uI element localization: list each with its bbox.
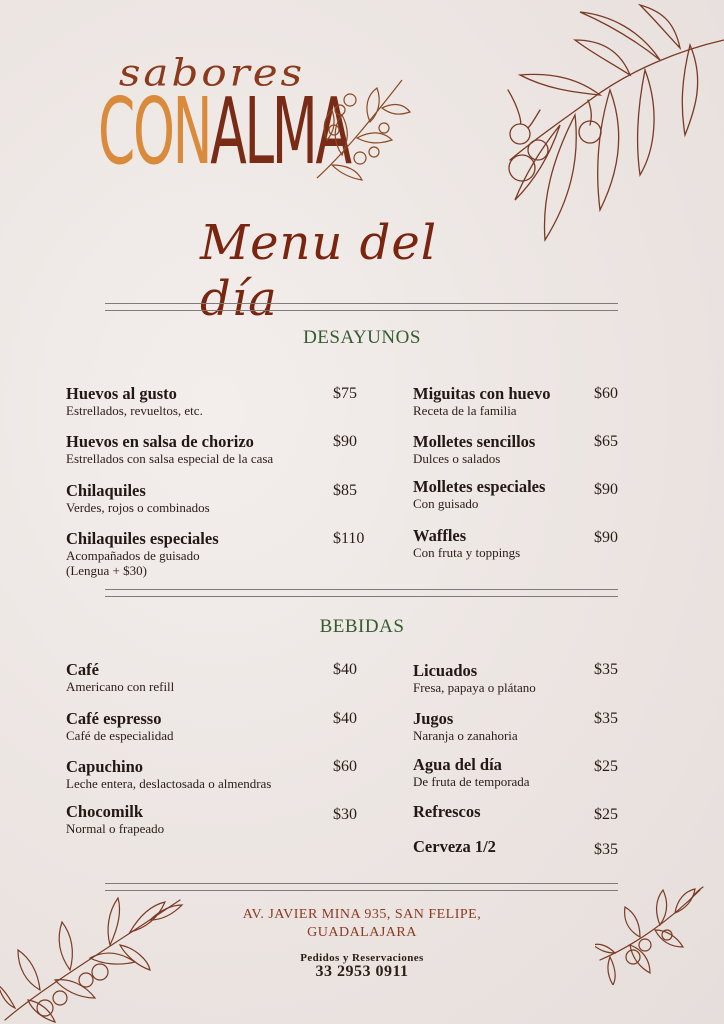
item-desc: Americano con refill — [66, 679, 175, 694]
menu-item — [413, 385, 593, 418]
item-name: Refrescos — [413, 802, 481, 821]
item-price: $90 — [594, 481, 618, 498]
item-name: Waffles — [413, 526, 467, 545]
logo-con: CON — [98, 78, 211, 185]
item-price: $30 — [333, 806, 357, 823]
item-name: Huevos en salsa de chorizo — [66, 432, 254, 451]
logo-sabores: sabores — [118, 50, 306, 95]
menu-item — [66, 803, 366, 836]
menu-item — [413, 838, 593, 856]
divider — [105, 589, 618, 597]
divider — [105, 303, 618, 311]
menu-item — [413, 756, 593, 789]
olive-branch-icon — [595, 885, 705, 985]
berry-sprig-icon — [312, 70, 412, 185]
item-desc-extra: (Lengua + $30) — [66, 563, 147, 578]
item-price: $35 — [594, 841, 618, 858]
item-name: Capuchino — [66, 757, 144, 776]
olive-branch-icon — [480, 0, 724, 260]
item-price: $90 — [594, 529, 618, 546]
menu-item — [413, 478, 593, 511]
item-desc: Naranja o zanahoria — [413, 728, 518, 743]
item-name: Chilaquiles — [66, 481, 146, 500]
item-price: $75 — [333, 385, 357, 402]
item-name: Licuados — [413, 661, 478, 680]
menu-item — [66, 385, 366, 418]
menu-item — [413, 433, 593, 466]
item-price: $40 — [333, 710, 357, 727]
item-name: Café espresso — [66, 709, 162, 728]
item-price: $40 — [333, 661, 357, 678]
item-name: Huevos al gusto — [66, 384, 177, 403]
item-desc: Verdes, rojos o combinados — [66, 500, 210, 515]
menu-item — [66, 661, 366, 694]
address-line1: AV. JAVIER MINA 935, SAN FELIPE, — [242, 907, 482, 922]
section-title-desayunos: DESAYUNOS — [303, 327, 421, 348]
item-name: Chilaquiles especiales — [66, 529, 219, 548]
menu-item — [66, 433, 366, 466]
item-desc: Dulces o salados — [413, 451, 501, 466]
item-name: Molletes especiales — [413, 477, 546, 496]
item-price: $110 — [333, 530, 365, 547]
item-name: Jugos — [413, 709, 454, 728]
item-desc: Café de especialidad — [66, 728, 174, 743]
item-price: $35 — [594, 710, 618, 727]
item-price: $85 — [333, 482, 357, 499]
item-desc: De fruta de temporada — [413, 774, 530, 789]
item-desc: Receta de la familia — [413, 403, 517, 418]
item-price: $60 — [594, 385, 618, 402]
menu-item — [66, 758, 326, 791]
menu-item — [413, 803, 593, 821]
phone-number: 33 2953 0911 — [315, 963, 409, 980]
item-price: $65 — [594, 433, 618, 450]
item-desc: Fresa, papaya o plátano — [413, 680, 536, 695]
item-desc: Acompañados de guisado — [66, 548, 200, 563]
menu-item — [413, 662, 593, 695]
olive-branch-icon — [0, 890, 185, 1024]
menu-item — [413, 710, 593, 743]
item-name: Molletes sencillos — [413, 432, 536, 451]
orders-label: Pedidos y Reservaciones — [300, 952, 424, 964]
menu-item — [66, 530, 366, 578]
section-title-bebidas: BEBIDAS — [319, 616, 405, 637]
item-price: $90 — [333, 433, 357, 450]
item-price: $35 — [594, 661, 618, 678]
item-price: $25 — [594, 806, 618, 823]
item-name: Café — [66, 660, 99, 679]
menu-title: Menu del día — [200, 215, 438, 327]
item-name: Cerveza 1/2 — [413, 837, 496, 856]
logo-alma: ALMA — [210, 78, 350, 185]
item-desc: Con fruta y toppings — [413, 545, 521, 560]
address-line2: GUADALAJARA — [307, 925, 417, 940]
item-name: Agua del día — [413, 755, 502, 774]
item-price: $25 — [594, 758, 618, 775]
item-desc: Estrellados, revueltos, etc. — [66, 403, 203, 418]
menu-item — [413, 527, 593, 560]
item-name: Miguitas con huevo — [413, 384, 551, 403]
item-desc: Estrellados con salsa especial de la casa — [66, 451, 274, 466]
menu-item — [66, 482, 366, 515]
item-name: Chocomilk — [66, 802, 144, 821]
item-desc: Normal o frapeado — [66, 821, 165, 836]
item-desc: Con guisado — [413, 496, 479, 511]
item-price: $60 — [333, 758, 357, 775]
item-desc: Leche entera, deslactosada o almendras — [66, 776, 272, 791]
menu-item — [66, 710, 366, 743]
